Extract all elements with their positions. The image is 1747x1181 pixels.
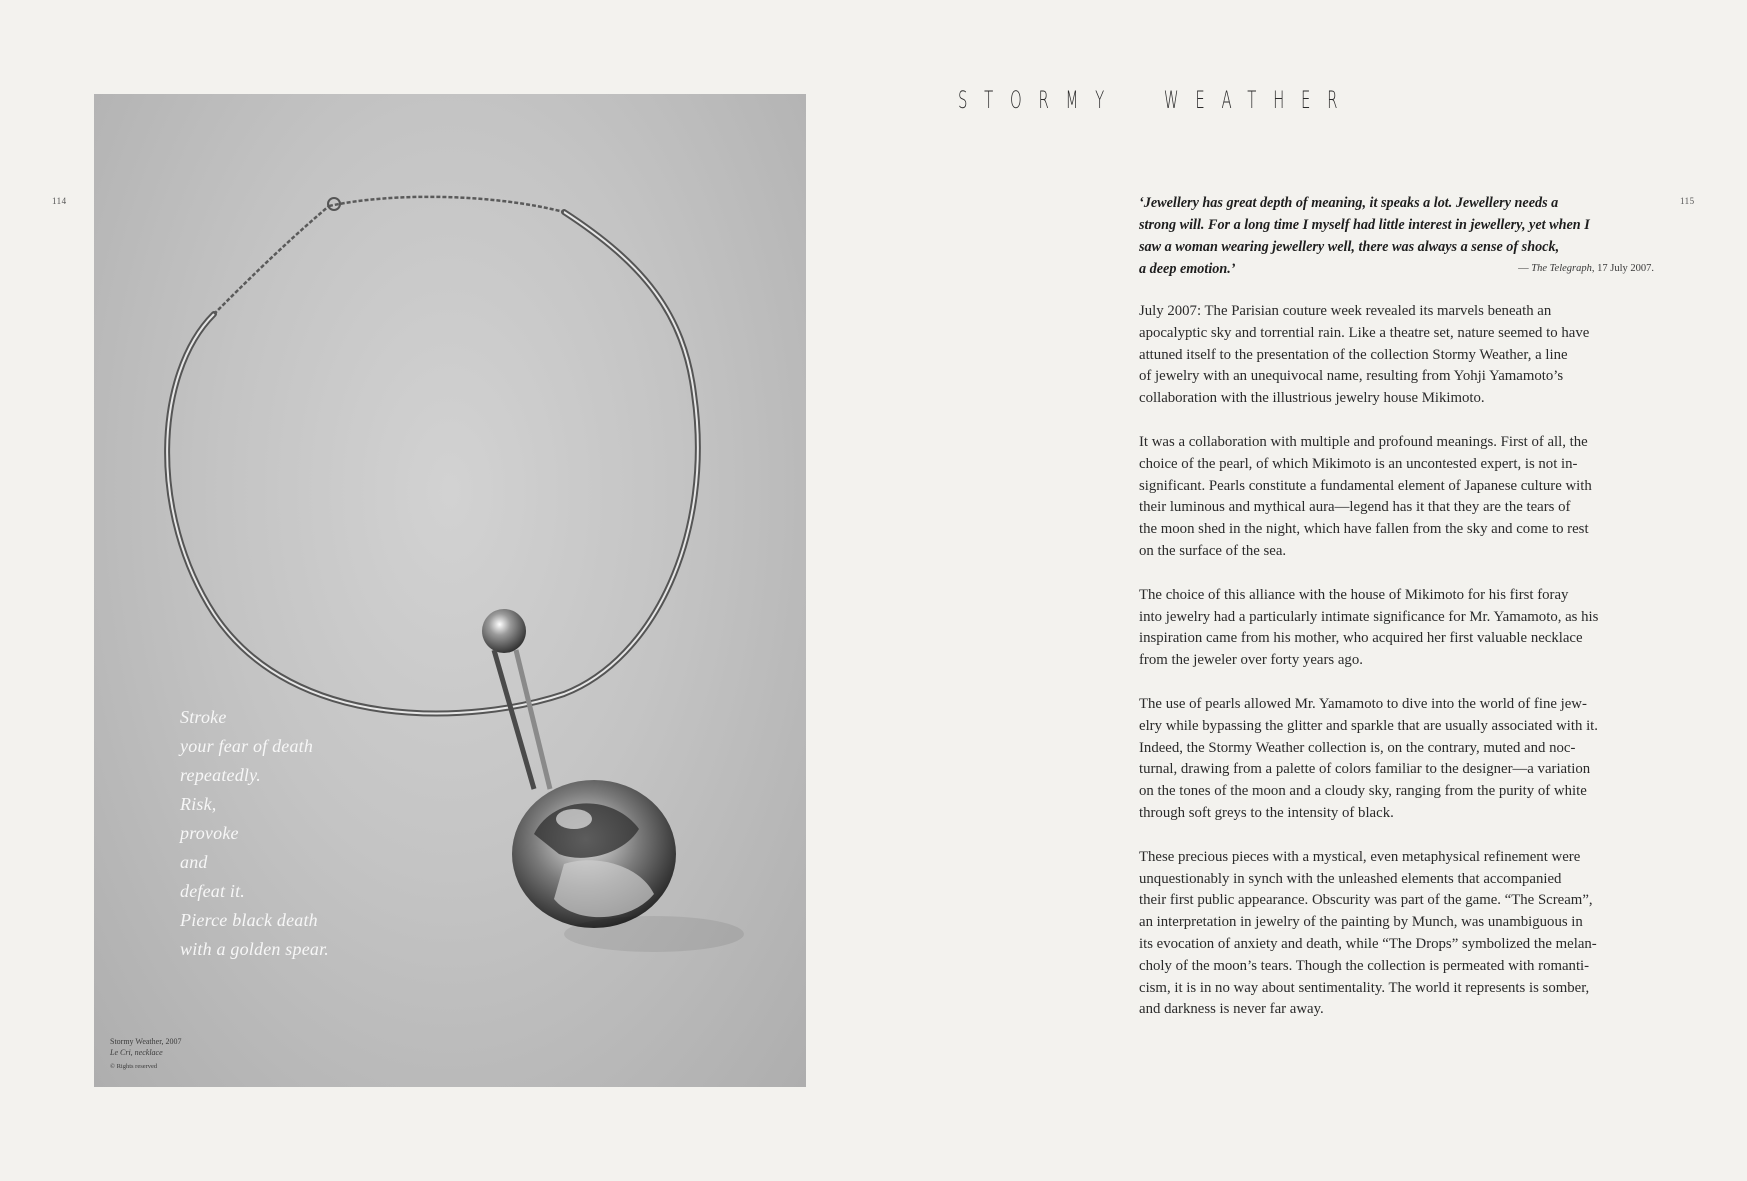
- text-line: choice of the pearl, of which Mikimoto is an uncontested expert, is not in-: [1139, 455, 1578, 472]
- poem-line: defeat it.: [180, 881, 245, 901]
- paragraph: [1139, 432, 1655, 563]
- quote-line: strong will. For a long time I myself had little interest in jewellery, yet when I: [1139, 217, 1590, 233]
- poem-line: Stroke: [180, 707, 227, 727]
- poem-line: and: [180, 852, 208, 872]
- poem-line: repeatedly.: [180, 765, 262, 785]
- poem-line: your fear of death: [180, 736, 314, 756]
- text-line: The use of pearls allowed Mr. Yamamoto to dive into the world of fine jew-: [1139, 695, 1587, 712]
- text-line: Indeed, the Stormy Weather collection is, on the contrary, muted and noc-: [1139, 739, 1576, 756]
- poem: [180, 703, 329, 964]
- caption-piece: Le Cri, necklace: [110, 1048, 163, 1057]
- text-line: significant. Pearls constitute a fundamental element of Japanese culture with: [1139, 477, 1592, 494]
- photo-caption: [110, 1036, 182, 1072]
- necklace-photo: [94, 94, 806, 1087]
- page-title: STORMY WEATHER: [958, 86, 1355, 114]
- text-line: choly of the moon’s tears. Though the collection is permeated with romanti-: [1139, 957, 1590, 974]
- text-line: These precious pieces with a mystical, even metaphysical refinement were: [1139, 848, 1581, 865]
- caption-rights: © Rights reserved: [110, 1063, 158, 1070]
- text-line: apocalyptic sky and torrential rain. Like a theatre set, nature seemed to have: [1139, 324, 1590, 341]
- text-line: attuned itself to the presentation of the collection Stormy Weather, a line: [1139, 346, 1568, 363]
- quote-line: saw a woman wearing jewellery well, there was always a sense of shock,: [1139, 239, 1560, 255]
- quote-source: [1139, 262, 1654, 276]
- text-line: on the surface of the sea.: [1139, 542, 1287, 559]
- text-line: elry while bypassing the glitter and sparkle that are usually associated with it.: [1139, 717, 1598, 734]
- text-line: from the jeweler over forty years ago.: [1139, 652, 1363, 669]
- page-number-left: 114: [52, 196, 67, 206]
- text-line: of jewelry with an unequivocal name, resulting from Yohji Yamamoto’s: [1139, 368, 1564, 385]
- quote-line: ‘Jewellery has great depth of meaning, it speaks a lot. Jewellery needs a: [1139, 195, 1559, 211]
- text-line: on the tones of the moon and a cloudy sky, ranging from the purity of white: [1139, 783, 1587, 800]
- paragraph: [1139, 585, 1655, 672]
- body-text: [1139, 301, 1655, 1043]
- poem-line: Pierce black death: [180, 910, 318, 930]
- text-line: through soft greys to the intensity of black.: [1139, 804, 1394, 821]
- poem-line: provoke: [180, 823, 239, 843]
- paragraph: [1139, 301, 1655, 410]
- text-line: their luminous and mythical aura—legend has it that they are the tears of: [1139, 499, 1571, 516]
- text-line: an interpretation in jewelry of the painting by Munch, was unambiguous in: [1139, 914, 1583, 931]
- page-number-right: 115: [1680, 196, 1695, 206]
- poem-line: with a golden spear.: [180, 939, 330, 959]
- text-line: inspiration came from his mother, who acquired her first valuable necklace: [1139, 630, 1583, 647]
- poem-line: Risk,: [180, 794, 217, 814]
- paragraph: [1139, 847, 1655, 1021]
- text-line: collaboration with the illustrious jewelry house Mikimoto.: [1139, 390, 1485, 407]
- source-prefix: —: [1518, 263, 1532, 274]
- text-line: their first public appearance. Obscurity was part of the game. “The Scream”,: [1139, 892, 1593, 909]
- text-line: unquestionably in synch with the unleashed elements that accompanied: [1139, 870, 1562, 887]
- text-line: It was a collaboration with multiple and profound meanings. First of all, the: [1139, 433, 1588, 450]
- text-line: into jewelry had a particularly intimate significance for Mr. Yamamoto, as his: [1139, 608, 1599, 625]
- text-line: and darkness is never far away.: [1139, 1001, 1324, 1018]
- text-line: cism, it is in no way about sentimentality. The world it represents is somber,: [1139, 979, 1590, 996]
- text-line: turnal, drawing from a palette of colors familiar to the designer—a variation: [1139, 761, 1591, 778]
- text-line: The choice of this alliance with the house of Mikimoto for his first foray: [1139, 586, 1569, 603]
- text-line: the moon shed in the night, which have fallen from the sky and come to rest: [1139, 521, 1589, 538]
- text-line: its evocation of anxiety and death, while “The Drops” symbolized the melan-: [1139, 935, 1597, 952]
- caption-collection: Stormy Weather, 2007: [110, 1037, 182, 1046]
- source-publication: The Telegraph: [1531, 263, 1592, 274]
- text-line: July 2007: The Parisian couture week revealed its marvels beneath an: [1139, 303, 1552, 319]
- paragraph: [1139, 694, 1655, 825]
- quote-line: a deep emotion.’: [1139, 261, 1236, 277]
- source-date: , 17 July 2007.: [1591, 263, 1654, 274]
